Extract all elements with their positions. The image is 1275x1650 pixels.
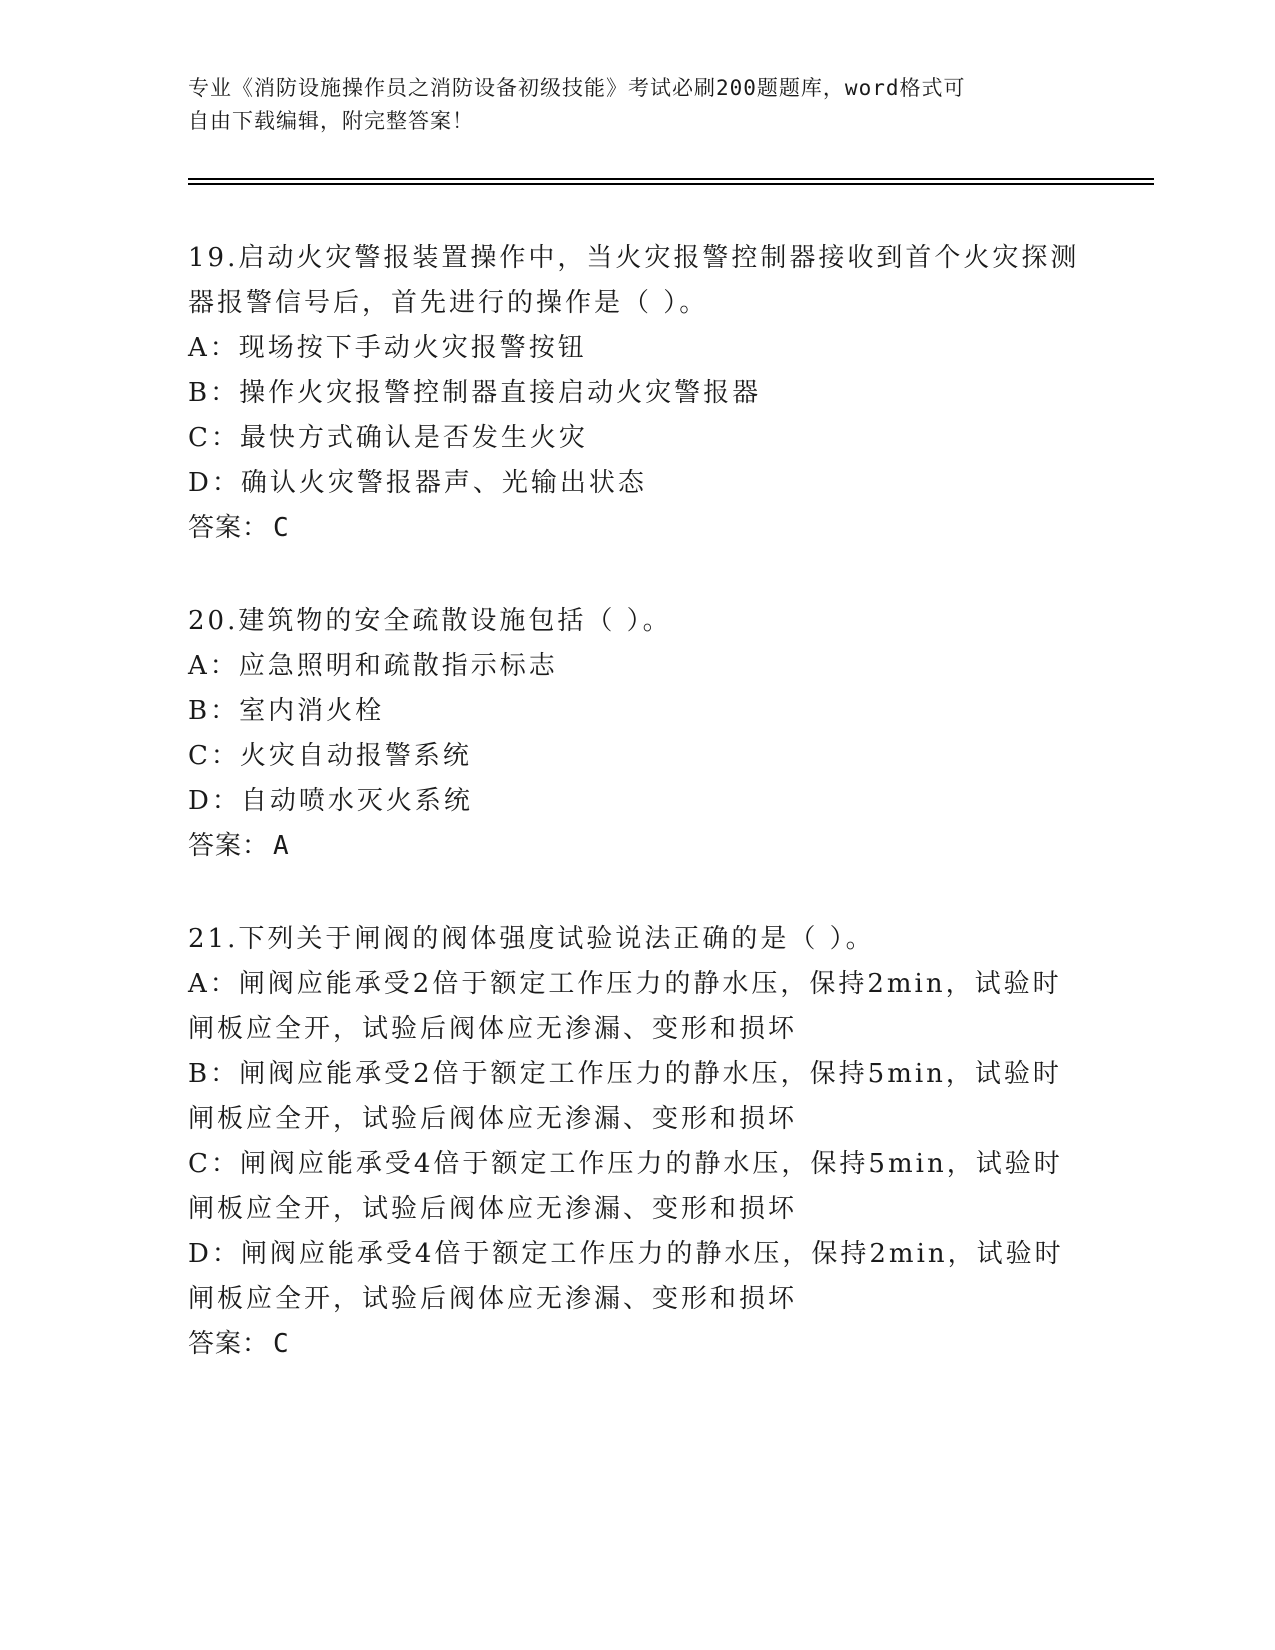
option-b: B：闸阀应能承受2倍于额定工作压力的静水压，保持5min，试验时闸板应全开，试验后阀体应无渗漏、变形和损坏 xyxy=(188,1059,1062,1134)
option-d: D：自动喷水灭火系统 xyxy=(188,786,473,816)
option-b: B：室内消火栓 xyxy=(188,696,385,726)
question-stem-line: 19.启动火灾警报装置操作中，当火灾报警控制器接收到首个火灾探测 xyxy=(188,243,1080,273)
option-c: C：火灾自动报警系统 xyxy=(188,741,472,771)
answer-value: C xyxy=(273,513,290,543)
answer-label: 答案： xyxy=(188,831,270,861)
question-stem-line: 器报警信号后，首先进行的操作是（ ）。 xyxy=(188,288,709,318)
question-19 xyxy=(188,236,1088,551)
option-b: B：操作火灾报警控制器直接启动火灾警报器 xyxy=(188,378,762,408)
option-d: D：确认火灾警报器声、光输出状态 xyxy=(188,468,647,498)
header-divider-top xyxy=(188,178,1154,180)
answer-line xyxy=(188,506,1088,551)
answer-line xyxy=(188,1322,1088,1367)
question-stem-line: 21.下列关于闸阀的阀体强度试验说法正确的是（ ）。 xyxy=(188,924,875,954)
answer-line xyxy=(188,824,1088,869)
answer-label: 答案： xyxy=(188,513,270,543)
option-a: A：闸阀应能承受2倍于额定工作压力的静水压，保持2min，试验时闸板应全开，试验后阀体应无渗漏、变形和损坏 xyxy=(188,969,1062,1044)
answer-label: 答案： xyxy=(188,1329,270,1359)
option-a: A：应急照明和疏散指示标志 xyxy=(188,651,558,681)
question-list xyxy=(188,236,1088,1415)
document-header xyxy=(188,72,1068,138)
option-c: C：最快方式确认是否发生火灾 xyxy=(188,423,588,453)
option-a: A：现场按下手动火灾报警按钮 xyxy=(188,333,587,363)
question-20 xyxy=(188,599,1088,869)
answer-value: A xyxy=(273,831,290,861)
header-line-2: 自由下载编辑，附完整答案！ xyxy=(188,109,474,133)
question-stem-line: 20.建筑物的安全疏散设施包括（ ）。 xyxy=(188,606,672,636)
option-c: C：闸阀应能承受4倍于额定工作压力的静水压，保持5min，试验时闸板应全开，试验后阀体应无渗漏、变形和损坏 xyxy=(188,1149,1063,1224)
option-d: D：闸阀应能承受4倍于额定工作压力的静水压，保持2min，试验时闸板应全开，试验后阀体应无渗漏、变形和损坏 xyxy=(188,1239,1064,1314)
question-21 xyxy=(188,917,1088,1367)
answer-value: C xyxy=(273,1329,290,1359)
header-line-1: 专业《消防设施操作员之消防设备初级技能》考试必刷200题题库，word格式可 xyxy=(188,76,966,100)
header-divider-bottom xyxy=(188,183,1154,185)
